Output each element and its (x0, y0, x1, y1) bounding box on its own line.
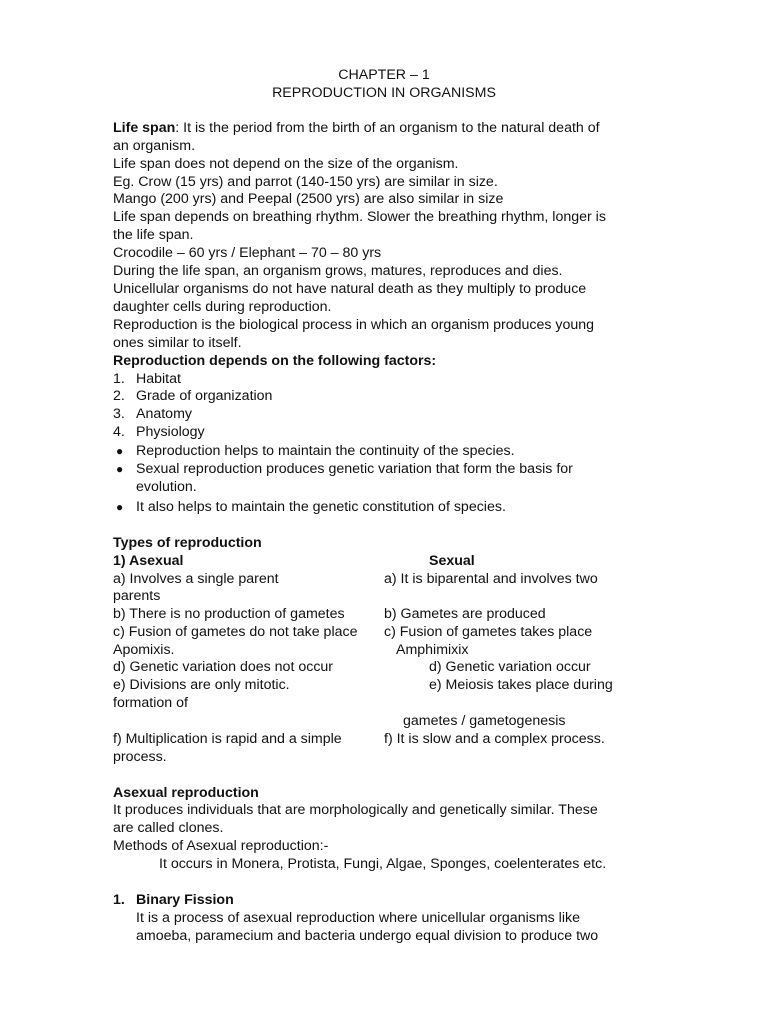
sexual-feature: b) Gametes are produced (384, 606, 546, 622)
list-number: 3. (113, 406, 125, 422)
bullet-icon: ● (116, 444, 124, 458)
bullet-text: It also helps to maintain the genetic constitution of species. (136, 499, 506, 515)
bullet-icon: ● (116, 462, 124, 476)
life-span-heading: Life span (113, 120, 176, 136)
asexual-column-heading: 1) Asexual (113, 553, 184, 569)
life-span-definition (113, 119, 600, 137)
factor-item: Grade of organization (136, 388, 273, 404)
factor-item: Physiology (136, 424, 205, 440)
sexual-feature: e) Meiosis takes place during (429, 677, 613, 693)
bullet-text: evolution. (136, 479, 197, 495)
sexual-feature: d) Genetic variation occur (429, 659, 591, 675)
life-span-line: an organism. (113, 138, 196, 154)
chapter-number: CHAPTER – 1 (338, 67, 430, 83)
factor-item: Anatomy (136, 406, 192, 422)
binary-fission-heading: Binary Fission (136, 892, 234, 908)
asexual-feature: b) There is no production of gametes (113, 606, 345, 622)
sexual-term: Amphimixix (396, 642, 469, 658)
factor-item: Habitat (136, 371, 181, 387)
life-span-line: ones similar to itself. (113, 335, 242, 351)
asexual-feature: a) Involves a single parent (113, 571, 279, 587)
life-span-line: Reproduction is the biological process in which an organism produces young (113, 317, 595, 333)
life-span-line: Eg. Crow (15 yrs) and parrot (140-150 yrs) are similar in size. (113, 174, 498, 190)
sexual-feature: f) It is slow and a complex process. (384, 731, 605, 747)
bullet-text: Sexual reproduction produces genetic variation that form the basis for (136, 461, 573, 477)
binary-fission-line: It is a process of asexual reproduction where unicellular organisms like (136, 910, 580, 926)
life-span-line: Mango (200 yrs) and Peepal (2500 yrs) are also similar in size (113, 191, 504, 207)
list-number: 4. (113, 424, 125, 440)
list-number: 1. (113, 371, 125, 387)
asexual-feature: f) Multiplication is rapid and a simple (113, 731, 342, 747)
bullet-icon: ● (116, 500, 124, 514)
asexual-reproduction-line: are called clones. (113, 820, 224, 836)
asexual-reproduction-heading: Asexual reproduction (113, 785, 259, 801)
asexual-feature-continued: process. (113, 749, 167, 765)
life-span-line: daughter cells during reproduction. (113, 299, 332, 315)
asexual-reproduction-line: It produces individuals that are morphologically and genetically similar. These (113, 802, 598, 818)
bullet-text: Reproduction helps to maintain the continuity of the species. (136, 443, 515, 459)
chapter-title: REPRODUCTION IN ORGANISMS (272, 85, 496, 101)
factors-heading: Reproduction depends on the following factors: (113, 353, 437, 369)
asexual-reproduction-line: It occurs in Monera, Protista, Fungi, Algae, Sponges, coelenterates etc. (159, 856, 607, 872)
types-heading: Types of reproduction (113, 535, 262, 551)
asexual-feature: d) Genetic variation does not occur (113, 659, 334, 675)
binary-fission-line: amoeba, paramecium and bacteria undergo equal division to produce two (136, 928, 599, 944)
asexual-term: Apomixis. (113, 642, 175, 658)
sexual-feature-continued: formation of (113, 695, 188, 711)
sexual-feature-continued: gametes / gametogenesis (403, 713, 566, 729)
life-span-line: During the life span, an organism grows, matures, reproduces and dies. (113, 263, 563, 279)
sexual-feature: c) Fusion of gametes takes place (384, 624, 593, 640)
life-span-line: Life span depends on breathing rhythm. Slower the breathing rhythm, longer is (113, 209, 606, 225)
life-span-line: Crocodile – 60 yrs / Elephant – 70 – 80 yrs (113, 245, 382, 261)
list-number: 1. (113, 892, 125, 908)
asexual-feature: c) Fusion of gametes do not take place (113, 624, 358, 640)
asexual-reproduction-line: Methods of Asexual reproduction:- (113, 838, 329, 854)
asexual-feature: e) Divisions are only mitotic. (113, 677, 290, 693)
sexual-feature: a) It is biparental and involves two (384, 571, 598, 587)
life-span-line: the life span. (113, 227, 194, 243)
sexual-column-heading: Sexual (429, 553, 475, 569)
life-span-line: Unicellular organisms do not have natural death as they multiply to produce (113, 281, 587, 297)
list-number: 2. (113, 388, 125, 404)
life-span-line: Life span does not depend on the size of the organism. (113, 156, 459, 172)
sexual-feature-continued: parents (113, 588, 161, 604)
life-span-line: : It is the period from the birth of an organism to the natural death of (175, 120, 600, 136)
